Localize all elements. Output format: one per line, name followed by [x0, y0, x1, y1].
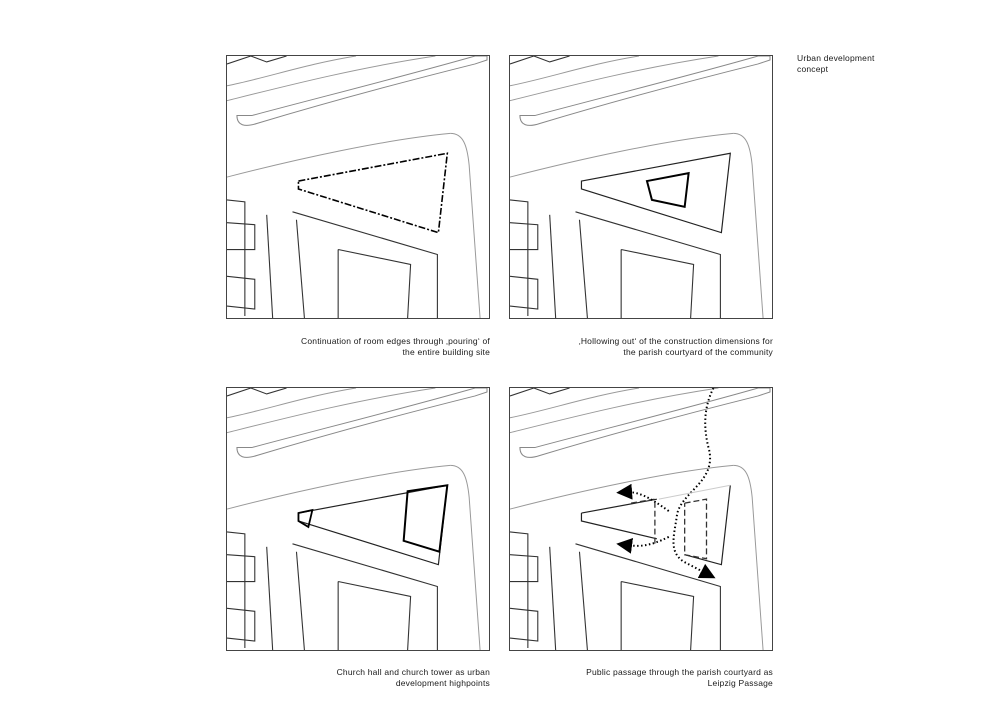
- site-plan-3: [227, 388, 489, 650]
- courtyard-void: [647, 173, 689, 207]
- block-left-a: [227, 200, 245, 316]
- page-title: [797, 53, 917, 75]
- passage-route-west-lower: [624, 537, 669, 546]
- caption-4-line-2: Leipzig Passage: [707, 678, 773, 688]
- caption-1-line-2: the entire building site: [402, 347, 490, 357]
- block-left-c: [227, 276, 255, 309]
- diagram-panel-3: [226, 387, 490, 651]
- title-line-1: Urban development: [797, 53, 875, 63]
- site-outline-dashdot: [298, 153, 447, 232]
- street-curve-top: [227, 56, 356, 86]
- street-edge-left: [227, 133, 450, 177]
- site-plan-4: [510, 388, 772, 650]
- site-outline: [581, 153, 730, 232]
- caption-4: [509, 667, 773, 689]
- diagram-panel-4: [509, 387, 773, 651]
- church-hall: [404, 485, 448, 551]
- roof-block-top: [227, 56, 287, 64]
- site-plan-2: [510, 56, 772, 318]
- caption-1: [226, 336, 490, 358]
- site-outline: [298, 485, 447, 564]
- courtyard-block: [338, 250, 410, 318]
- block-main-inner: [296, 220, 304, 318]
- caption-1-line-1: Continuation of room edges through ‚pouring‘ of: [301, 336, 490, 346]
- caption-3-line-2: development highpoints: [395, 678, 490, 688]
- block-left-d: [267, 215, 273, 318]
- block-main: [293, 212, 438, 318]
- site-plan-1: [227, 56, 489, 318]
- caption-2: [509, 336, 773, 358]
- street-edge-right: [450, 133, 480, 318]
- caption-3: [226, 667, 490, 689]
- diagram-panel-1: [226, 55, 490, 319]
- caption-2-line-1: ‚Hollowing out‘ of the construction dimensions for: [578, 336, 773, 346]
- caption-3-line-1: Church hall and church tower as urban: [336, 667, 490, 677]
- title-line-2: concept: [797, 64, 829, 74]
- street-island: [237, 56, 487, 125]
- site-outline-split: [581, 485, 730, 564]
- caption-2-line-2: the parish courtyard of the community: [623, 347, 773, 357]
- faint-line: [659, 485, 730, 499]
- block-left-b: [227, 223, 255, 250]
- building-dashed-east: [685, 499, 707, 559]
- diagram-panel-2: [509, 55, 773, 319]
- caption-4-line-1: Public passage through the parish courtyard as: [586, 667, 773, 677]
